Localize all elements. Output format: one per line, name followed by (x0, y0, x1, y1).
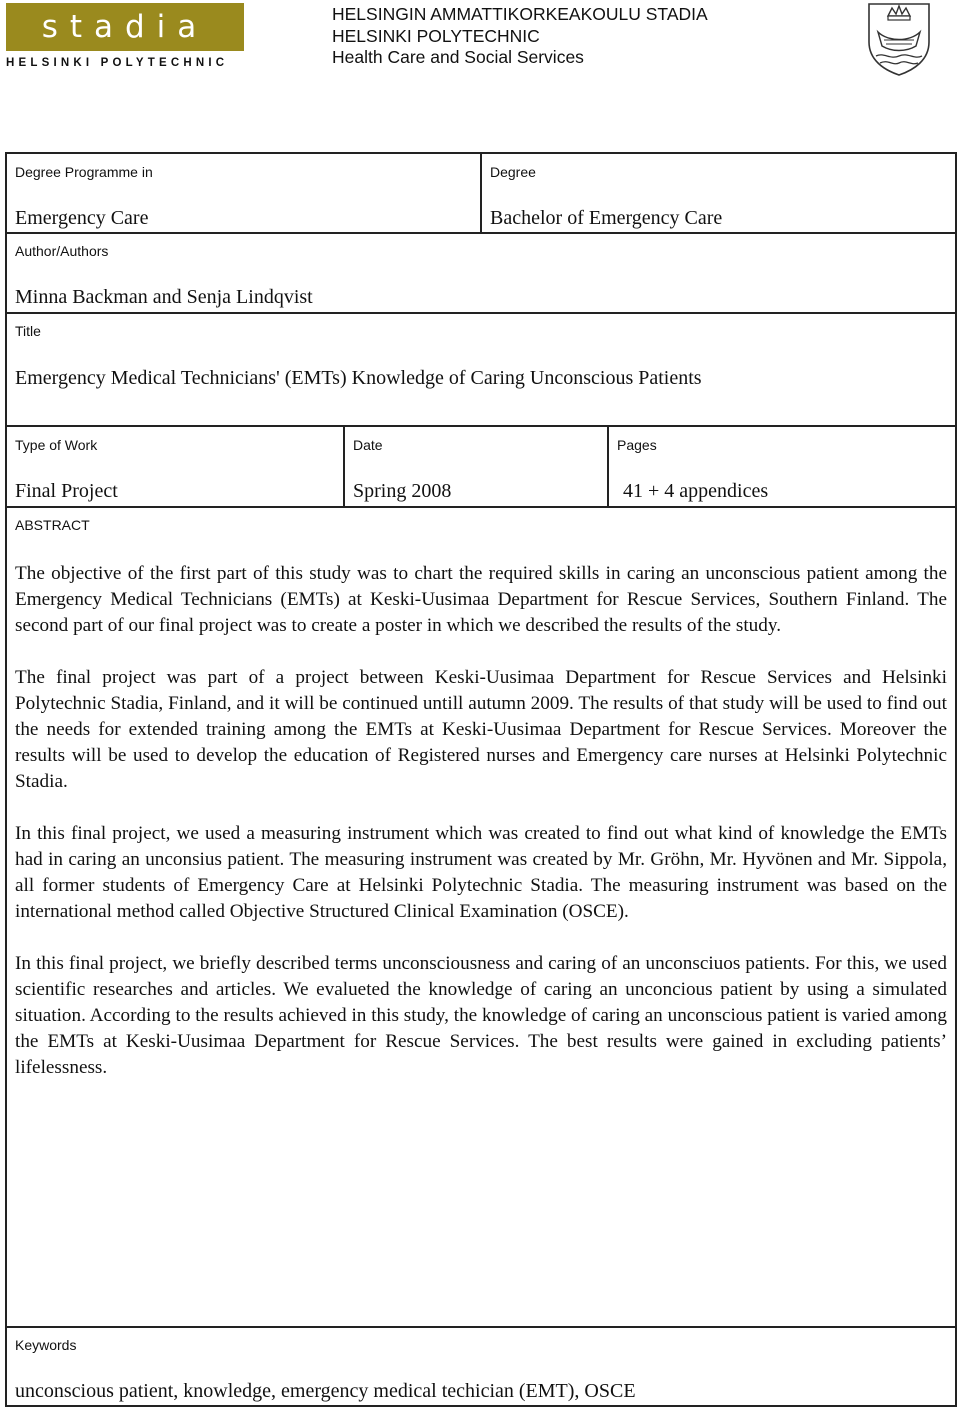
degree-value: Bachelor of Emergency Care (490, 207, 723, 229)
abstract-paragraph-3: In this final project, we used a measuring instrument which was created to find out what kind of knowledge the EMTs had in caring an unconsius patient. The measuring instrument was created by Mr. Gröhn, Mr. Hyvönen and Mr. Sippola, all former students of Emergency Care at Helsinki Polytechnic Stadia. The measuring instrument was based on the international method called Objective Structured Clinical Examination (OSCE). (15, 823, 947, 922)
rule-type-date (343, 425, 345, 508)
pages-value: 41 + 4 appendices (623, 480, 769, 502)
programme-label: Degree Programme in (15, 164, 153, 180)
keywords-label: Keywords (15, 1337, 77, 1353)
title-value: Emergency Medical Technicians' (EMTs) Knowledge of Caring Unconscious Patients (15, 367, 702, 389)
rule-date-pages (607, 425, 609, 508)
keywords-value: unconscious patient, knowledge, emergency medical techician (EMT), OSCE (15, 1380, 636, 1402)
rule-bottom (5, 1405, 957, 1407)
institution-line-2: HELSINKI POLYTECHNIC (332, 25, 540, 46)
logo-wordmark: stadia (41, 9, 209, 45)
rule-above-keywords (5, 1326, 957, 1328)
rule-programme-degree (480, 152, 482, 234)
title-label: Title (15, 323, 41, 339)
abstract-paragraph-1: The objective of the first part of this study was to chart the required skills in caring an unconscious patient among the Emergency Medical Technicians (EMTs) at Keski-Uusimaa Department for Rescue Services, Southern Finland. The second part of our final project was to create a poster in which we described the results of the study. (15, 563, 947, 636)
institution-line-1: HELSINGIN AMMATTIKORKEAKOULU STADIA (332, 4, 708, 24)
abstract-paragraph-2: The final project was part of a project between Keski-Uusimaa Department for Rescue Services and Helsinki Polytechnic Stadia, Finland, and it will be continued untill autumn 2009. The results of that study will be used to find out the needs for extended training among the EMTs at Keski-Uusimaa Department for Rescue Services. Moreover the results will be used to develop the education of Registered nurses and Emergency care nurses at Helsinki Polytechnic Stadia. (15, 667, 947, 792)
rule-right (955, 152, 957, 1407)
helsinki-coat-of-arms-icon (866, 2, 932, 76)
author-value: Minna Backman and Senja Lindqvist (15, 286, 313, 308)
pages-label: Pages (617, 437, 657, 453)
stadia-logo (6, 3, 244, 79)
rule-under-title (5, 425, 957, 427)
programme-value: Emergency Care (15, 207, 149, 229)
abstract-paragraph-4: In this final project, we briefly described terms unconsciousness and caring of an unconsciuos patients. For this, we used scientific researches and articles. We evalueted the knowledge of caring an unconcious patient by using a simulated situation. According to the results achieved in this study, the knowledge of caring an unconscious patient is varied among the EMTs at Keski-Uusimaa Department for Rescue Services. The best results were gained in excluding patients’ lifelessness. (15, 953, 947, 1078)
type-label: Type of Work (15, 437, 98, 453)
author-label: Author/Authors (15, 243, 109, 259)
abstract-label: ABSTRACT (15, 517, 90, 533)
logo-subtitle: HELSINKI POLYTECHNIC (6, 57, 229, 69)
date-value: Spring 2008 (353, 480, 452, 502)
degree-label: Degree (490, 164, 536, 180)
institution-line-3: Health Care and Social Services (332, 47, 584, 67)
rule-left (5, 152, 7, 1407)
date-label: Date (353, 437, 383, 453)
type-value: Final Project (15, 480, 118, 502)
rule-under-author (5, 312, 957, 314)
rule-under-type (5, 506, 957, 508)
abstract-body (15, 561, 947, 1107)
institution-block (332, 4, 708, 69)
